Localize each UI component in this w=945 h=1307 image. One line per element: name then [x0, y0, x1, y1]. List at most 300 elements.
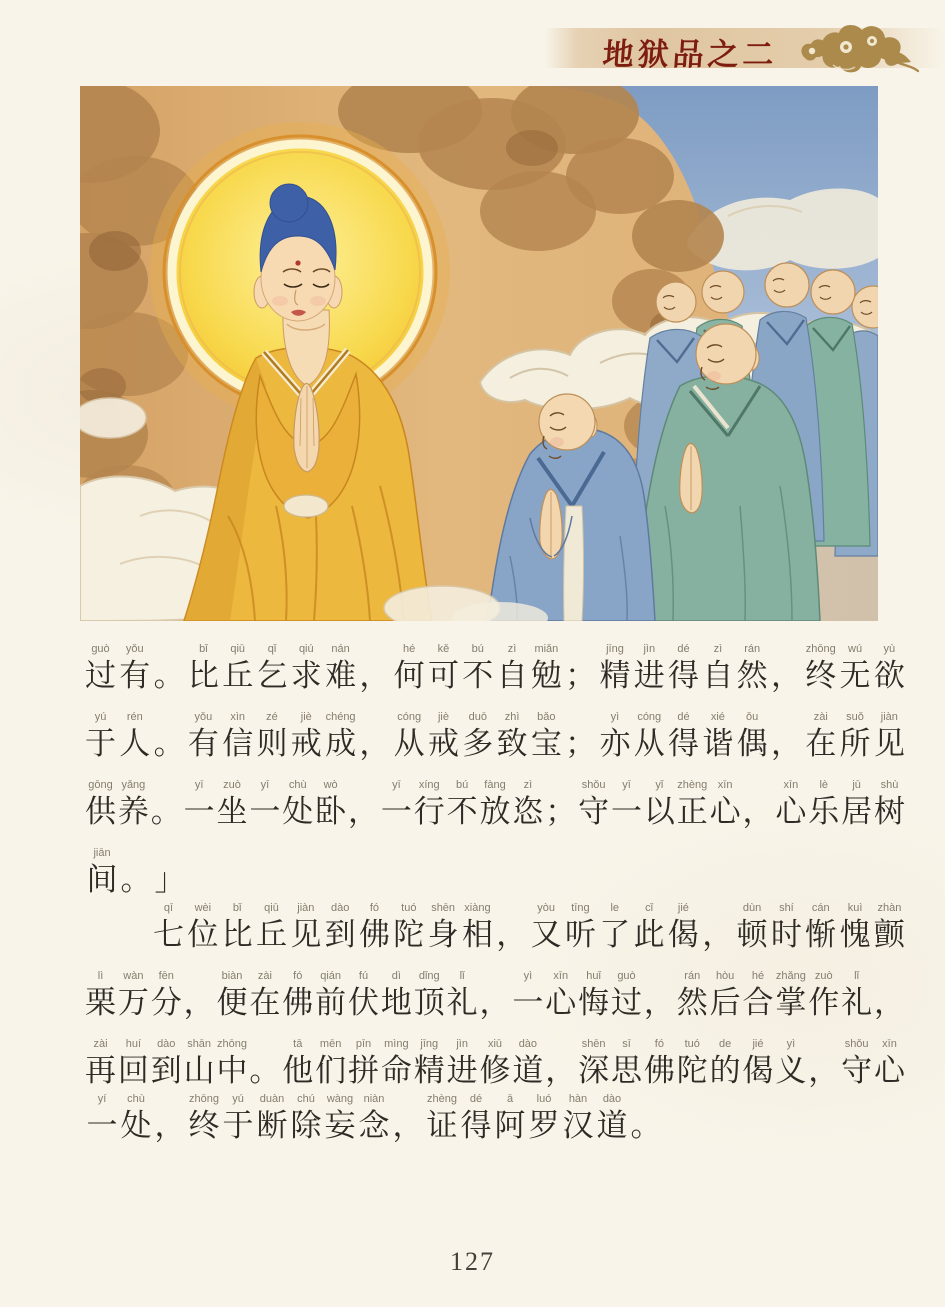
ruby-syllable [808, 779, 839, 832]
ruby-syllable [599, 711, 630, 764]
pinyin: xīn [783, 779, 799, 791]
ruby-syllable [291, 711, 322, 764]
pinyin: mēn [319, 1038, 342, 1050]
pinyin: dé [469, 1093, 483, 1105]
ruby-syllable [668, 711, 699, 764]
ruby-syllable [151, 779, 182, 832]
ruby-syllable [775, 1038, 806, 1091]
pinyin: fó [293, 970, 303, 982]
hanzi: 时 [770, 917, 802, 952]
pinyin: de [719, 1038, 732, 1050]
ruby-syllable [188, 643, 219, 696]
ruby-syllable [497, 643, 528, 696]
pinyin: zài [93, 1038, 108, 1050]
pinyin [168, 711, 171, 724]
ruby-syllable [496, 902, 527, 955]
hanzi: 有 [119, 658, 151, 693]
ruby-syllable [323, 1093, 357, 1146]
pinyin: zhōng [805, 643, 836, 655]
hanzi: 放 [479, 794, 511, 829]
ruby-syllable [221, 1093, 255, 1146]
ruby-syllable [85, 970, 116, 1023]
hanzi: 丘 [222, 658, 254, 693]
ruby-syllable [743, 970, 774, 1023]
hanzi: 身 [427, 917, 459, 952]
pinyin: chéng [325, 711, 356, 723]
ruby-syllable [414, 970, 445, 1023]
pinyin: jìn [456, 1038, 468, 1050]
hanzi: 恣 [512, 794, 544, 829]
pinyin: xīn [717, 779, 733, 791]
hanzi: 所 [839, 726, 871, 761]
hanzi: 深 [578, 1053, 610, 1088]
ruby-syllable [775, 970, 806, 1023]
pinyin: yī [622, 779, 631, 791]
hanzi: 树 [874, 794, 905, 829]
page-number: 127 [450, 1247, 495, 1276]
ruby-syllable [391, 1093, 425, 1146]
chapter-header-band [545, 28, 945, 72]
hanzi: ， [392, 1108, 424, 1143]
pinyin: yí [97, 1093, 107, 1105]
pinyin: wò [323, 779, 338, 791]
hanzi: 分 [150, 985, 182, 1020]
hanzi: 见 [290, 917, 322, 952]
pinyin: dì [391, 970, 401, 982]
hanzi: ， [496, 917, 528, 952]
pinyin [888, 970, 891, 983]
hanzi: 戒 [290, 726, 322, 761]
hanzi: 卧 [315, 794, 347, 829]
pinyin [134, 847, 137, 860]
hanzi: 欲 [873, 658, 905, 693]
hanzi: 居 [841, 794, 873, 829]
pinyin [493, 970, 496, 983]
pinyin [373, 643, 376, 656]
ruby-syllable [874, 1038, 905, 1091]
hanzi: 成 [325, 726, 357, 761]
pinyin: zài [257, 970, 272, 982]
ruby-syllable [249, 970, 280, 1023]
ruby-syllable [512, 779, 543, 832]
pinyin: zhì [504, 711, 520, 723]
ruby-syllable [118, 779, 149, 832]
pinyin: bú [471, 643, 484, 655]
ruby-syllable [611, 970, 642, 1023]
pinyin: yì [786, 1038, 796, 1050]
hanzi: 听 [564, 917, 596, 952]
ruby-syllable [677, 779, 708, 832]
hanzi: 前 [315, 985, 347, 1020]
pinyin: luó [536, 1093, 552, 1105]
pinyin: cǐ [645, 902, 654, 914]
ruby-syllable [217, 779, 248, 832]
ruby-syllable [357, 1093, 391, 1146]
ruby-syllable [290, 902, 321, 955]
pinyin: wàn [123, 970, 144, 982]
ruby-syllable [497, 711, 528, 764]
pinyin: shēn [431, 902, 456, 914]
ruby-syllable [527, 1093, 561, 1146]
hanzi: 。 [120, 862, 152, 897]
pinyin: dào [330, 902, 350, 914]
hanzi: 山 [183, 1053, 215, 1088]
ruby-syllable [119, 643, 150, 696]
hanzi: 心 [545, 985, 577, 1020]
pinyin: jié [752, 1038, 764, 1050]
hanzi: 则 [256, 726, 288, 761]
pinyin: jīng [420, 1038, 439, 1050]
ruby-syllable [414, 779, 445, 832]
text-line [85, 901, 905, 955]
hanzi: 一 [611, 794, 642, 829]
pinyin [263, 1038, 266, 1051]
pinyin [579, 711, 582, 724]
pinyin: tuó [401, 902, 417, 914]
pinyin: rán [744, 643, 761, 655]
hanzi: 守 [841, 1053, 873, 1088]
pinyin: qián [320, 970, 342, 982]
ruby-syllable [315, 1038, 346, 1091]
ruby-syllable [512, 970, 543, 1023]
ruby-syllable [737, 902, 768, 955]
text-line [85, 710, 905, 764]
pinyin: lǐ [854, 970, 860, 982]
pinyin [559, 779, 562, 792]
pinyin: suǒ [846, 711, 864, 723]
pinyin [373, 711, 376, 724]
ruby-syllable [565, 902, 596, 955]
pinyin [658, 970, 661, 983]
hanzi: 从 [633, 726, 665, 761]
pinyin: zhèng [677, 779, 708, 791]
hanzi: 念 [358, 1108, 390, 1143]
hanzi: 万 [117, 985, 149, 1020]
pinyin [168, 643, 171, 656]
pinyin: yǐ [655, 779, 664, 791]
pinyin: zì [507, 643, 517, 655]
pinyin: jīng [606, 643, 624, 655]
hanzi: 偶 [736, 726, 768, 761]
hanzi: 精 [413, 1053, 445, 1088]
pinyin: yòu [537, 902, 555, 914]
hanzi: ， [348, 794, 379, 829]
ruby-syllable [85, 1038, 116, 1091]
ruby-syllable [874, 643, 905, 696]
hanzi: 佛 [282, 985, 314, 1020]
pinyin: jié [677, 902, 689, 914]
ruby-syllable [480, 970, 511, 1023]
hanzi: 到 [150, 1053, 182, 1088]
ruby-syllable [702, 711, 733, 764]
ruby-syllable [462, 711, 493, 764]
hanzi: 终 [805, 658, 837, 693]
hanzi: ； [565, 726, 597, 761]
hanzi: 谐 [702, 726, 734, 761]
ruby-syllable [545, 779, 576, 832]
hanzi: 们 [315, 1053, 347, 1088]
pinyin [168, 847, 171, 860]
ruby-syllable [710, 779, 741, 832]
hanzi: 一 [512, 985, 544, 1020]
hanzi: ， [808, 1053, 840, 1088]
pinyin [579, 643, 582, 656]
pinyin [785, 643, 788, 656]
pinyin: le [610, 902, 620, 914]
ruby-syllable [85, 1093, 119, 1146]
ruby-syllable [256, 643, 287, 696]
pinyin: yú [232, 1093, 244, 1105]
pinyin: chù [288, 779, 307, 791]
ruby-syllable [325, 902, 356, 955]
scripture-text [85, 642, 905, 1160]
ruby-syllable [394, 711, 425, 764]
pinyin: cán [811, 902, 830, 914]
hanzi: 此 [633, 917, 665, 952]
hanzi: 终 [188, 1108, 220, 1143]
hanzi: 过 [85, 658, 116, 693]
pinyin: fó [654, 1038, 664, 1050]
pinyin [165, 779, 168, 792]
pinyin: yǒu [125, 643, 144, 655]
ruby-syllable [644, 970, 675, 1023]
text-line [85, 1092, 905, 1146]
hanzi: 作 [808, 985, 840, 1020]
pinyin [559, 1038, 562, 1051]
hanzi: 于 [222, 1108, 254, 1143]
pinyin: dǐng [418, 970, 440, 982]
ruby-syllable [874, 902, 905, 955]
hanzi: 得 [460, 1108, 492, 1143]
pinyin [406, 1093, 409, 1106]
ruby-syllable [805, 643, 836, 696]
hanzi: 正 [676, 794, 708, 829]
hanzi: 。 [630, 1108, 662, 1143]
hanzi: 悔 [578, 985, 610, 1020]
ruby-syllable [578, 779, 609, 832]
pinyin [198, 970, 201, 983]
chapter-title: 地狱品之二 [601, 37, 780, 72]
hanzi: ； [545, 794, 577, 829]
hanzi: ， [154, 1108, 186, 1143]
hanzi: 丘 [255, 917, 287, 952]
ruby-syllable [644, 779, 675, 832]
pinyin: dùn [742, 902, 762, 914]
ruby-syllable [291, 643, 322, 696]
ruby-syllable [348, 970, 379, 1023]
hanzi: 回 [117, 1053, 149, 1088]
pinyin: yī [194, 779, 204, 791]
pinyin: shǒu [844, 1038, 869, 1050]
pinyin: zì [523, 779, 533, 791]
pinyin: cóng [637, 711, 662, 723]
hanzi: 偈 [742, 1053, 774, 1088]
ruby-syllable [611, 779, 642, 832]
ruby-syllable [668, 643, 699, 696]
ruby-syllable [428, 643, 459, 696]
pinyin: xíng [418, 779, 440, 791]
ruby-syllable [808, 1038, 839, 1091]
ruby-syllable [561, 1093, 595, 1146]
hanzi: 养 [117, 794, 149, 829]
ruby-syllable [119, 711, 150, 764]
ruby-syllable [118, 1038, 149, 1091]
ruby-syllable [325, 711, 356, 764]
pinyin: shí [779, 902, 794, 914]
hanzi: 多 [462, 726, 494, 761]
pinyin: zì [713, 643, 723, 655]
hanzi: 心 [775, 794, 807, 829]
ruby-syllable [119, 1093, 153, 1146]
pinyin: xiū [487, 1038, 503, 1050]
hanzi: 难 [325, 658, 357, 693]
hanzi: ， [874, 985, 905, 1020]
hanzi: 」 [154, 862, 186, 897]
hanzi: 他 [282, 1053, 314, 1088]
pinyin: qiú [298, 643, 314, 655]
pinyin: yī [260, 779, 270, 791]
hanzi: 再 [85, 1053, 116, 1088]
ruby-syllable [217, 970, 248, 1023]
ruby-syllable [480, 779, 511, 832]
pinyin: guò [91, 643, 110, 655]
hanzi: 了 [599, 917, 631, 952]
ruby-syllable [359, 711, 390, 764]
pinyin: ā [506, 1093, 514, 1105]
ruby-syllable [428, 711, 459, 764]
hanzi: 佛 [643, 1053, 675, 1088]
pinyin: shù [880, 779, 899, 791]
text-line [85, 778, 905, 832]
hanzi: ， [359, 658, 391, 693]
pinyin: bǎo [537, 711, 556, 723]
hanzi: 合 [742, 985, 774, 1020]
hanzi: 相 [461, 917, 493, 952]
ruby-syllable [634, 711, 665, 764]
pinyin: yú [94, 711, 107, 723]
ruby-syllable [805, 902, 836, 955]
ruby-syllable [85, 847, 119, 900]
hanzi: 。 [153, 726, 185, 761]
text-line [85, 846, 905, 900]
text-line [85, 642, 905, 696]
hanzi: 命 [380, 1053, 412, 1088]
pinyin: duàn [259, 1093, 285, 1105]
ruby-syllable [85, 779, 116, 832]
pinyin: zuò [223, 779, 241, 791]
ruby-syllable [85, 711, 116, 764]
ruby-syllable [775, 779, 806, 832]
hanzi: 道 [596, 1108, 628, 1143]
ruby-syllable [462, 902, 493, 955]
pinyin: hòu [715, 970, 735, 982]
pinyin: qiū [230, 643, 246, 655]
ruby-syllable [710, 970, 741, 1023]
hanzi: 偈 [667, 917, 699, 952]
pinyin: xiàng [464, 902, 491, 914]
hanzi: 。 [249, 1053, 281, 1088]
pinyin [510, 902, 513, 915]
hanzi: 颤 [873, 917, 905, 952]
pinyin [822, 1038, 825, 1051]
pinyin: ǒu [746, 711, 759, 723]
pinyin: qǐ [267, 643, 277, 655]
ruby-syllable [153, 902, 184, 955]
hanzi: 中 [216, 1053, 248, 1088]
ruby-syllable [545, 1038, 576, 1091]
ruby-syllable [565, 711, 596, 764]
pinyin: qī [163, 902, 174, 914]
pinyin: tā [293, 1038, 303, 1050]
pinyin: zhōng [217, 1038, 247, 1050]
ruby-syllable [217, 1038, 248, 1091]
pinyin: dé [677, 711, 690, 723]
ruby-syllable [462, 643, 493, 696]
pinyin: yǒu [194, 711, 213, 723]
ruby-syllable [840, 902, 871, 955]
ruby-syllable [493, 1093, 527, 1146]
ruby-syllable [348, 779, 379, 832]
pinyin: zé [266, 711, 278, 723]
ruby-syllable [565, 643, 596, 696]
pinyin [362, 779, 365, 792]
ruby-syllable [611, 1038, 642, 1091]
pinyin: biàn [221, 970, 243, 982]
pinyin: gōng [88, 779, 113, 791]
pinyin: chù [127, 1093, 145, 1105]
ruby-syllable [634, 643, 665, 696]
ruby-syllable [325, 643, 356, 696]
hanzi: 乐 [808, 794, 840, 829]
ruby-syllable [381, 779, 412, 832]
ruby-syllable [118, 970, 149, 1023]
hanzi: 掌 [775, 985, 807, 1020]
ruby-syllable [459, 1093, 493, 1146]
pinyin: dào [157, 1038, 176, 1050]
pinyin: zài [813, 711, 828, 723]
pinyin: zuò [814, 970, 833, 982]
hanzi: ， [545, 1053, 577, 1088]
ruby-syllable [425, 1093, 459, 1146]
hanzi: 人 [119, 726, 151, 761]
pinyin: dào [602, 1093, 622, 1105]
pinyin: fó [369, 902, 380, 914]
hanzi: 致 [496, 726, 528, 761]
hanzi: ， [702, 917, 734, 952]
hanzi: 何 [393, 658, 425, 693]
hanzi: 的 [709, 1053, 741, 1088]
hanzi: 证 [426, 1108, 458, 1143]
pinyin: jìn [643, 643, 656, 655]
hanzi: 宝 [530, 726, 562, 761]
pinyin: xīn [553, 970, 569, 982]
pinyin: kě [437, 643, 450, 655]
ruby-syllable [841, 779, 872, 832]
hanzi: 礼 [446, 985, 478, 1020]
ruby-syllable [771, 902, 802, 955]
hanzi: 罗 [528, 1108, 560, 1143]
hanzi: 伏 [348, 985, 379, 1020]
ruby-syllable [184, 970, 215, 1023]
hanzi: ， [479, 985, 511, 1020]
hanzi: 除 [290, 1108, 322, 1143]
hanzi: 求 [290, 658, 322, 693]
ruby-syllable [737, 643, 768, 696]
pinyin: xié [710, 711, 725, 723]
ruby-syllable [874, 779, 905, 832]
pinyin: xīn [882, 1038, 897, 1050]
pinyin: qiū [264, 902, 279, 914]
